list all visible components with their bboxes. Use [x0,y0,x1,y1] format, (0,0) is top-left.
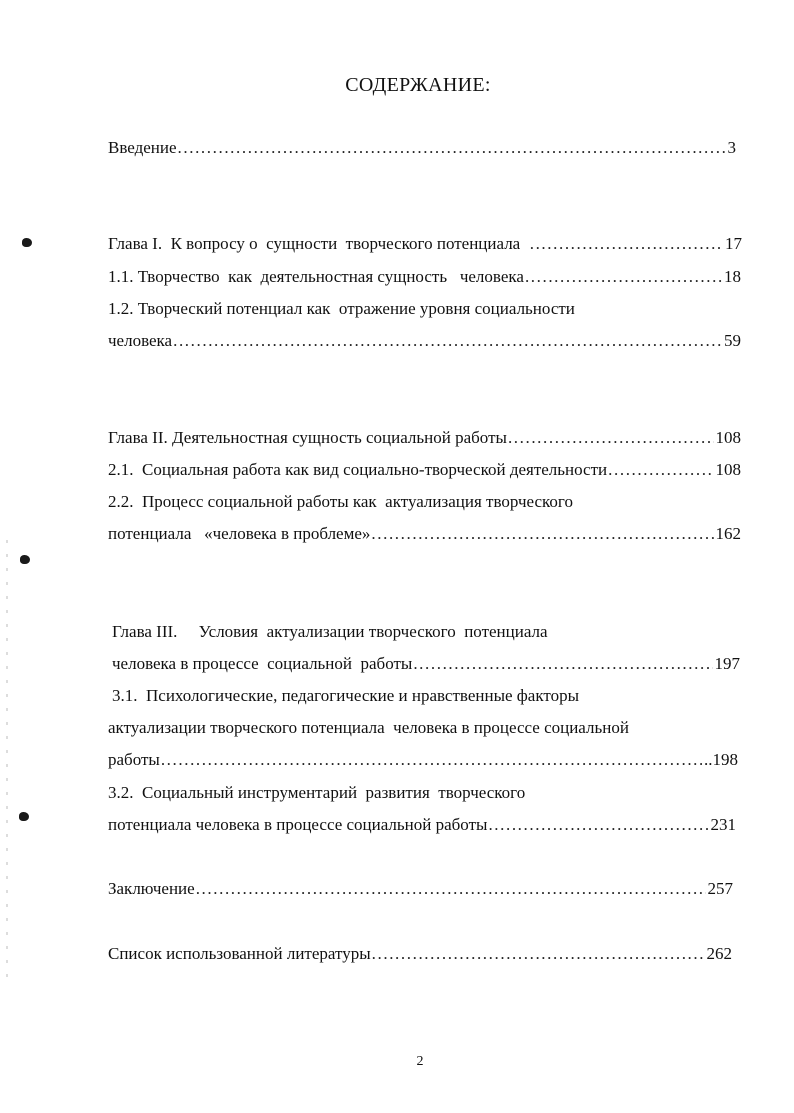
leader-dots [161,747,702,773]
page-number: 2 [416,1054,424,1069]
toc-entry-text: 1.1. Творчество как деятельностная сущность человека [108,267,524,286]
toc-entry-section-3-1 [108,747,738,773]
scan-blot-mark [22,238,32,247]
toc-entry-text: Заключение [108,879,195,898]
toc-page-number: 108 [715,428,741,447]
toc-entry-text: 2.1. Социальная работа как вид социально-творческой деятельности [108,460,608,479]
leader-dots [173,328,722,354]
toc-entry-text: человека [108,331,173,350]
leader-dots [196,876,706,902]
toc-entry-section-1-2 [108,328,741,354]
leader-dots [178,135,726,161]
leader-dots [608,457,713,483]
leader-dots [508,425,714,451]
toc-entry-introduction [108,135,736,161]
leader-dots [488,812,708,838]
leader-dots [530,231,723,257]
toc-entry-references [108,941,732,967]
toc-entry-section-3-2 [108,812,736,838]
toc-entry-section-2-2-line1: 2.2. Процесс социальной работы как актуализация творческого [108,492,573,511]
leader-dots [372,941,705,967]
toc-page-number: 17 [725,234,742,253]
toc-entry-section-1-2-line1: 1.2. Творческий потенциал как отражение уровня социальности [108,299,575,318]
toc-entry-chapter-2 [108,425,741,451]
toc-entry-section-1-1 [108,264,741,290]
toc-page-number: 3 [727,138,736,157]
toc-page-number: ..198 [704,750,738,769]
toc-page-number: 108 [715,460,741,479]
toc-entry-text: Глава I. К вопросу о сущности творческого потенциала [108,234,529,253]
leader-dots [371,521,713,547]
leader-dots [525,264,722,290]
toc-entry-text: работы [108,750,160,769]
toc-entry-text: потенциала «человека в проблеме» [108,524,371,543]
toc-entry-chapter-3 [112,651,740,677]
toc-entry-chapter-1 [108,231,742,257]
toc-entry-text: Глава II. Деятельностная сущность социальной работы [108,428,507,447]
toc-entry-text: Введение [108,138,177,157]
toc-page-number: 197 [714,654,740,673]
leader-dots [413,651,712,677]
toc-page-number: 59 [724,331,741,350]
toc-page-number: 231 [710,815,736,834]
toc-entry-chapter-3-line1: Глава III. Условия актуализации творческого потенциала [112,622,548,641]
toc-entry-conclusion [108,876,733,902]
scan-blot-mark [19,812,29,821]
toc-page-number: 18 [724,267,741,286]
toc-entry-section-3-1-line1: 3.1. Психологические, педагогические и нравственные факторы [112,686,580,705]
toc-entry-section-2-1 [108,457,741,483]
toc-page-number: 262 [706,944,732,963]
scan-blot-mark [20,555,30,564]
toc-title: СОДЕРЖАНИЕ: [345,74,491,96]
toc-entry-text: человека в процессе социальной работы [112,654,413,673]
toc-page-number: 162 [715,524,741,543]
toc-entry-section-3-2-line1: 3.2. Социальный инструментарий развития творческого [108,783,526,802]
toc-entry-text: потенциала человека в процессе социальной работы [108,815,488,834]
toc-page-number: 257 [707,879,733,898]
toc-entry-section-2-2 [108,521,741,547]
toc-entry-section-3-1-line2: актуализации творческого потенциала человека в процессе социальной [108,718,629,737]
toc-entry-text: Список использованной литературы [108,944,371,963]
scan-edge-artifact [6,540,8,980]
